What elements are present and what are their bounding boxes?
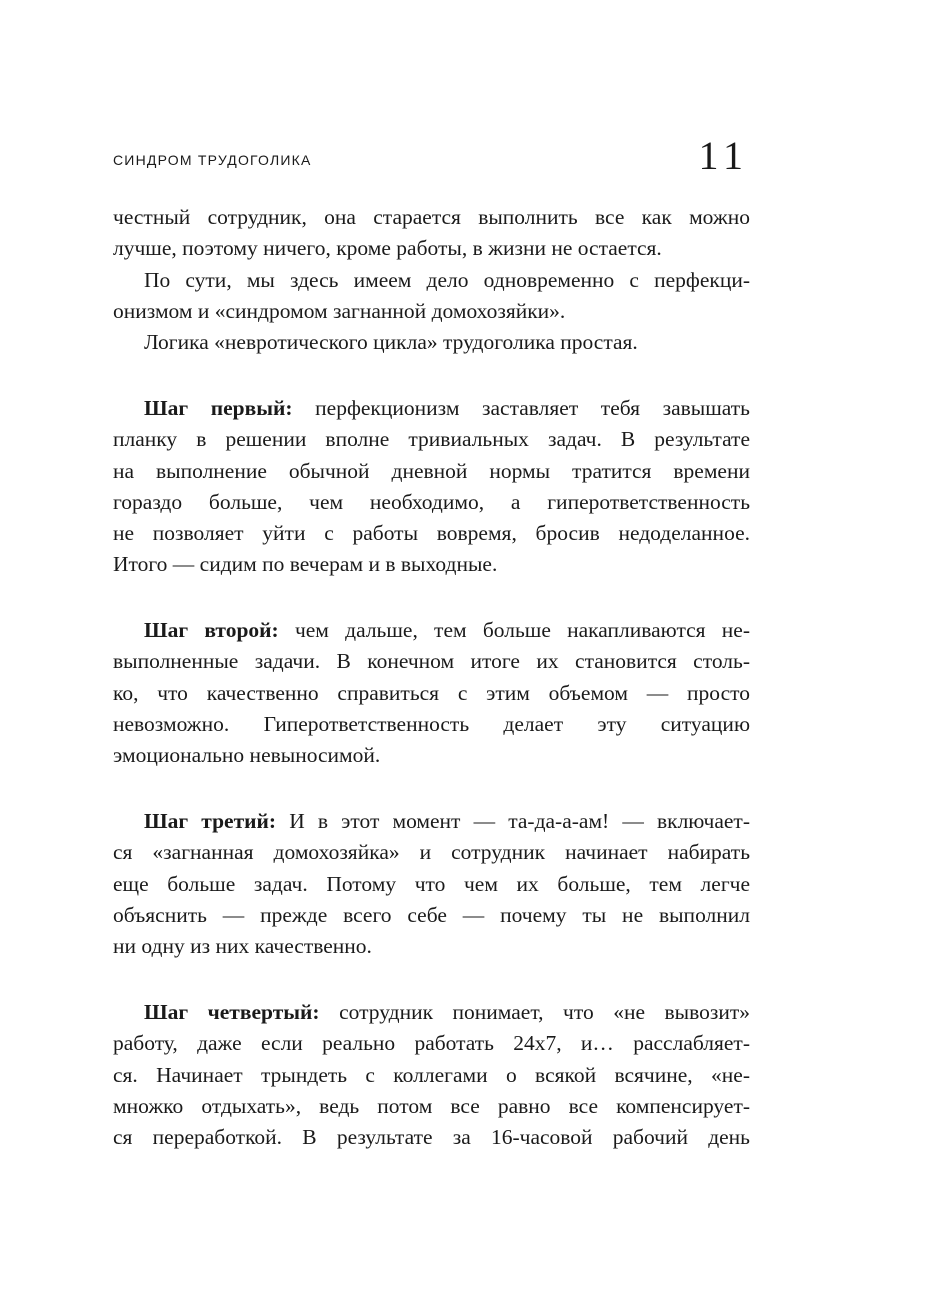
step-1-paragraph <box>113 393 750 581</box>
intro-line-3: По сути, мы здесь имеем дело одновременно с перфекци- <box>144 267 750 292</box>
step-2-label: Шаг второй: <box>144 618 279 642</box>
step-1-first-line-text: перфекционизм заставляет тебя завышать <box>315 396 750 420</box>
step-4-line: работу, даже если реально работать 24х7, и… расслабляет- <box>113 1031 750 1056</box>
step-2-first-line <box>113 615 750 646</box>
step-1-line: планку в решении вполне тривиальных задач. В результате <box>113 427 750 452</box>
step-3-label: Шаг третий: <box>144 809 277 833</box>
intro-line-2: лучше, поэтому ничего, кроме работы, в жизни не остается. <box>113 236 662 261</box>
step-2-line: невозможно. Гиперответственность делает эту ситуацию <box>113 711 750 736</box>
intro-block <box>113 202 750 358</box>
step-2-paragraph <box>113 615 750 771</box>
step-4-line: ся переработкой. В результате за 16-часовой рабочий день <box>113 1125 750 1150</box>
step-4-line: множко отдыхать», ведь потом все равно все компенсирует- <box>113 1093 750 1118</box>
step-3-paragraph <box>113 806 750 962</box>
intro-line-4: онизмом и «синдромом загнанной домохозяйки». <box>113 298 566 323</box>
step-1-line: на выполнение обычной дневной нормы тратится времени <box>113 458 750 483</box>
intro-line-1: честный сотрудник, она старается выполнить все как можно <box>113 205 750 229</box>
step-3-first-line <box>113 806 750 837</box>
step-2-line: ко, что качественно справиться с этим объемом — просто <box>113 680 750 705</box>
step-4-first-line-text: сотрудник понимает, что «не вывозит» <box>339 1000 751 1024</box>
intro-line-5: Логика «невротического цикла» трудоголика простая. <box>144 330 638 355</box>
step-1-line: гораздо больше, чем необходимо, а гиперответственность <box>113 489 750 514</box>
step-4-line: ся. Начинает трындеть с коллегами о всякой всячине, «не- <box>113 1062 750 1087</box>
step-4-paragraph <box>113 997 750 1153</box>
page-number: 11 <box>698 133 749 178</box>
step-4-label: Шаг четвертый: <box>144 1000 320 1024</box>
step-3-line: ни одну из них качественно. <box>113 934 372 959</box>
step-2-first-line-text: чем дальше, тем больше накапливаются не- <box>294 618 750 642</box>
step-3-first-line-text: И в этот момент — та-да-а-ам! — включает- <box>289 809 750 833</box>
step-3-line: ся «загнанная домохозяйка» и сотрудник начинает набирать <box>113 840 750 865</box>
step-2-line: эмоционально невыносимой. <box>113 743 381 768</box>
step-1-line: не позволяет уйти с работы вовремя, бросив недоделанное. <box>113 521 750 546</box>
running-head-title: СИНДРОМ ТРУДОГОЛИКА <box>113 152 312 168</box>
step-4-first-line <box>113 997 750 1028</box>
step-1-first-line <box>113 393 750 424</box>
step-1-line: Итого — сидим по вечерам и в выходные. <box>113 552 498 577</box>
step-3-line: еще больше задач. Потому что чем их больше, тем легче <box>113 871 750 896</box>
step-1-label: Шаг первый: <box>144 396 293 420</box>
step-3-line: объяснить — прежде всего себе — почему ты не выполнил <box>113 902 750 927</box>
step-2-line: выполненные задачи. В конечном итоге их становится столь- <box>113 649 750 674</box>
